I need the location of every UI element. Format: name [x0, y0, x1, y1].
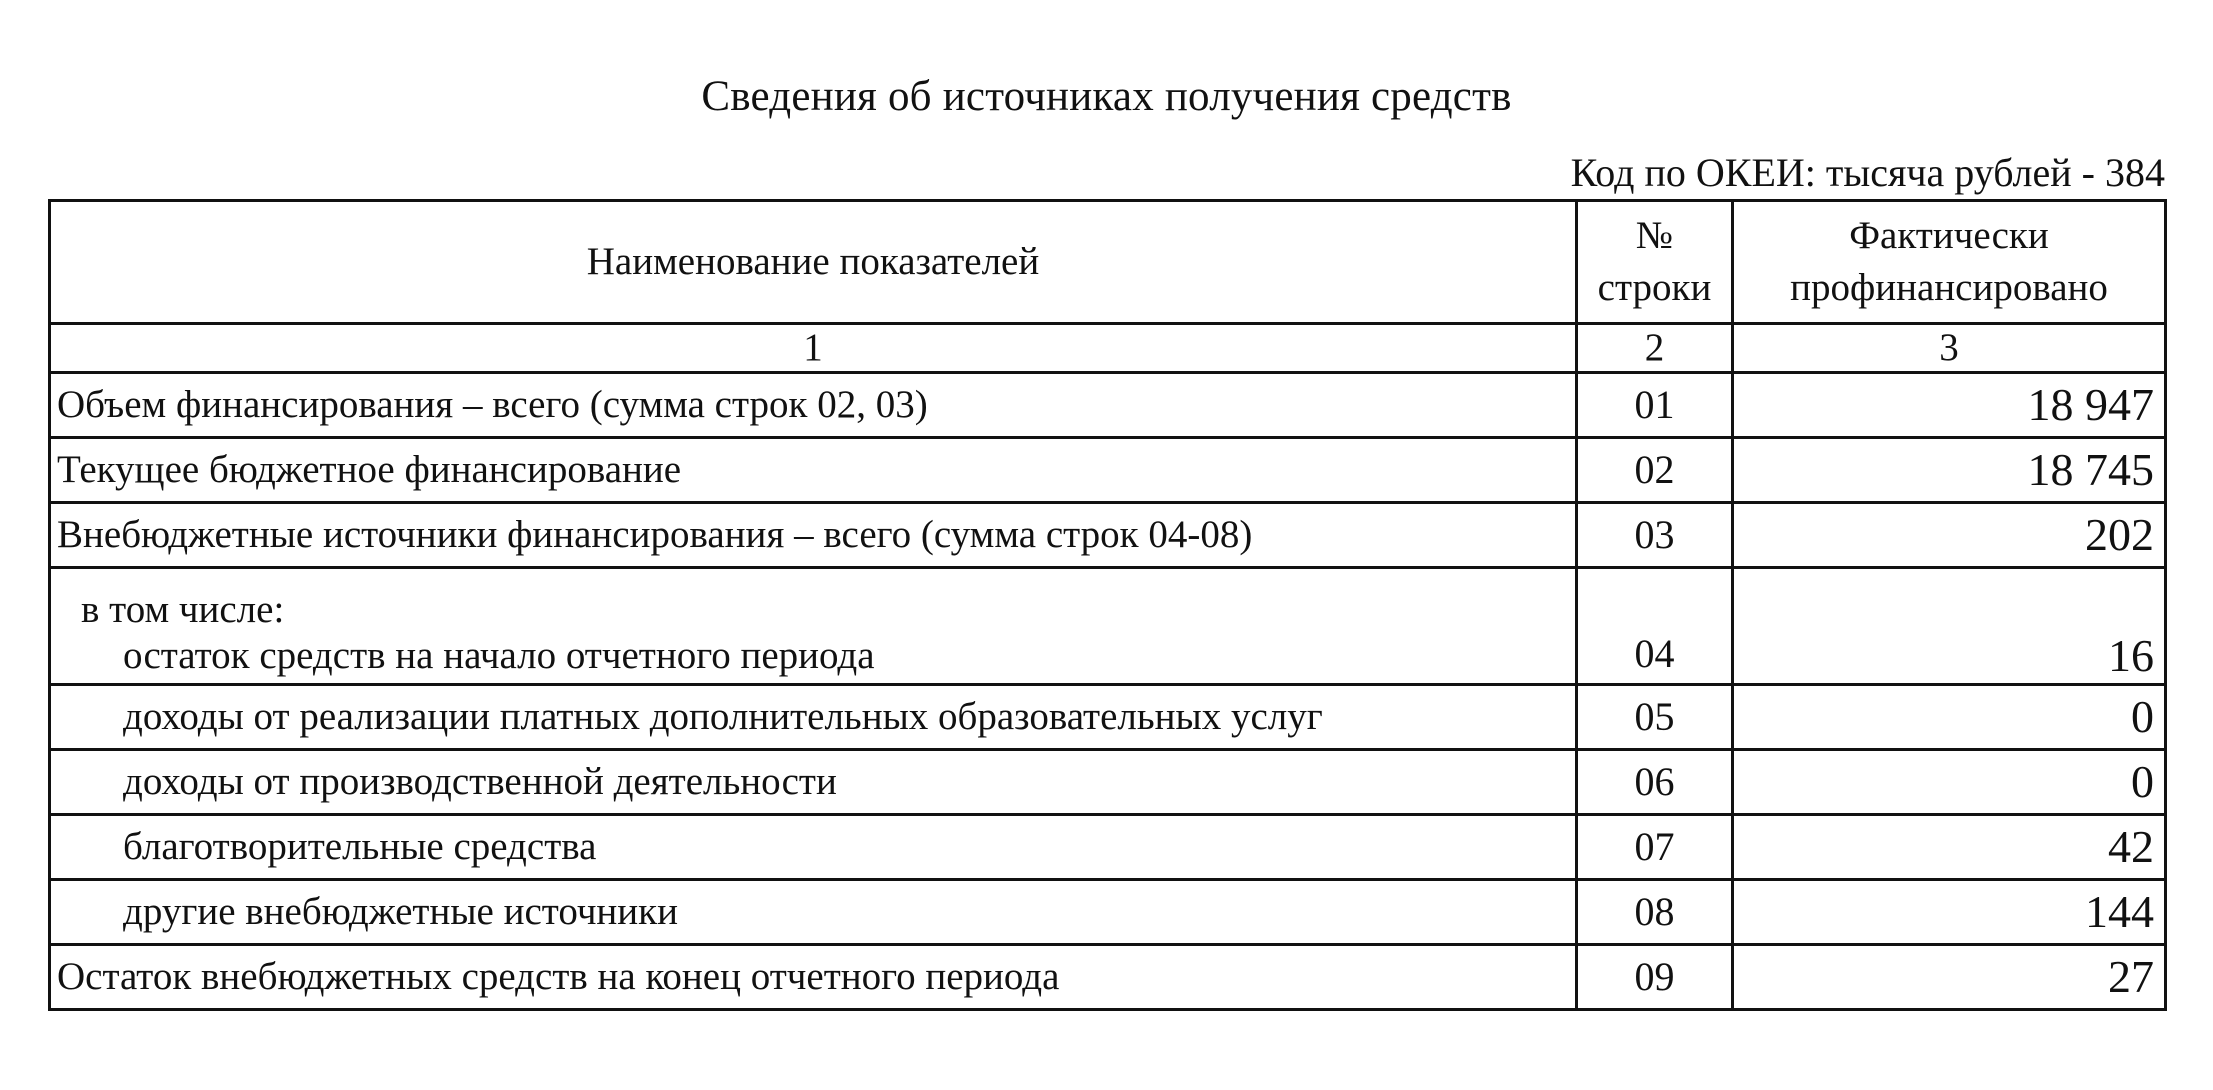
table-row	[50, 685, 2166, 750]
table-row	[50, 945, 2166, 1010]
row-value: 202	[1733, 503, 2166, 568]
column-index: 2	[1577, 324, 1733, 373]
row-code: 07	[1577, 815, 1733, 880]
table-row	[50, 503, 2166, 568]
column-index: 1	[50, 324, 1577, 373]
row-value: 0	[1733, 685, 2166, 750]
row-name: доходы от производственной деятельности	[50, 750, 1577, 815]
row-code: 03	[1577, 503, 1733, 568]
row-value: 42	[1733, 815, 2166, 880]
header-financed: Фактически профинансировано	[1733, 201, 2166, 324]
row-name-cell	[50, 568, 1577, 685]
row-code: 04	[1577, 568, 1733, 685]
row-value: 144	[1733, 880, 2166, 945]
row-value: 18 947	[1733, 373, 2166, 438]
document-title: Сведения об источниках получения средств	[701, 73, 1512, 120]
okei-unit-note: Код по ОКЕИ: тысяча рублей - 384	[1570, 150, 2165, 195]
row-value: 27	[1733, 945, 2166, 1010]
header-name: Наименование показателей	[50, 201, 1577, 324]
row-name: Внебюджетные источники финансирования – всего (сумма строк 04-08)	[50, 503, 1577, 568]
table-row	[50, 880, 2166, 945]
row-code: 02	[1577, 438, 1733, 503]
row-code: 05	[1577, 685, 1733, 750]
table-row	[50, 373, 2166, 438]
row-name: Объем финансирования – всего (сумма строк 02, 03)	[50, 373, 1577, 438]
row-value: 16	[1733, 568, 2166, 685]
table-row	[50, 438, 2166, 503]
table-row	[50, 568, 2166, 685]
row-name: Остаток внебюджетных средств на конец отчетного периода	[50, 945, 1577, 1010]
row-value: 0	[1733, 750, 2166, 815]
including-label: в том числе:	[81, 588, 285, 631]
row-code: 01	[1577, 373, 1733, 438]
table-row	[50, 815, 2166, 880]
row-name: другие внебюджетные источники	[50, 880, 1577, 945]
row-code: 06	[1577, 750, 1733, 815]
row-name: доходы от реализации платных дополнительных образовательных услуг	[50, 685, 1577, 750]
header-row	[50, 201, 2166, 324]
row-name: благотворительные средства	[50, 815, 1577, 880]
row-value: 18 745	[1733, 438, 2166, 503]
table-row	[50, 750, 2166, 815]
header-row-number: № строки	[1577, 201, 1733, 324]
funding-sources-table	[48, 199, 2167, 1011]
row-code: 09	[1577, 945, 1733, 1010]
row-name: остаток средств на начало отчетного периода	[123, 634, 875, 677]
column-index-row	[50, 324, 2166, 373]
row-code: 08	[1577, 880, 1733, 945]
column-index: 3	[1733, 324, 2166, 373]
row-name: Текущее бюджетное финансирование	[50, 438, 1577, 503]
